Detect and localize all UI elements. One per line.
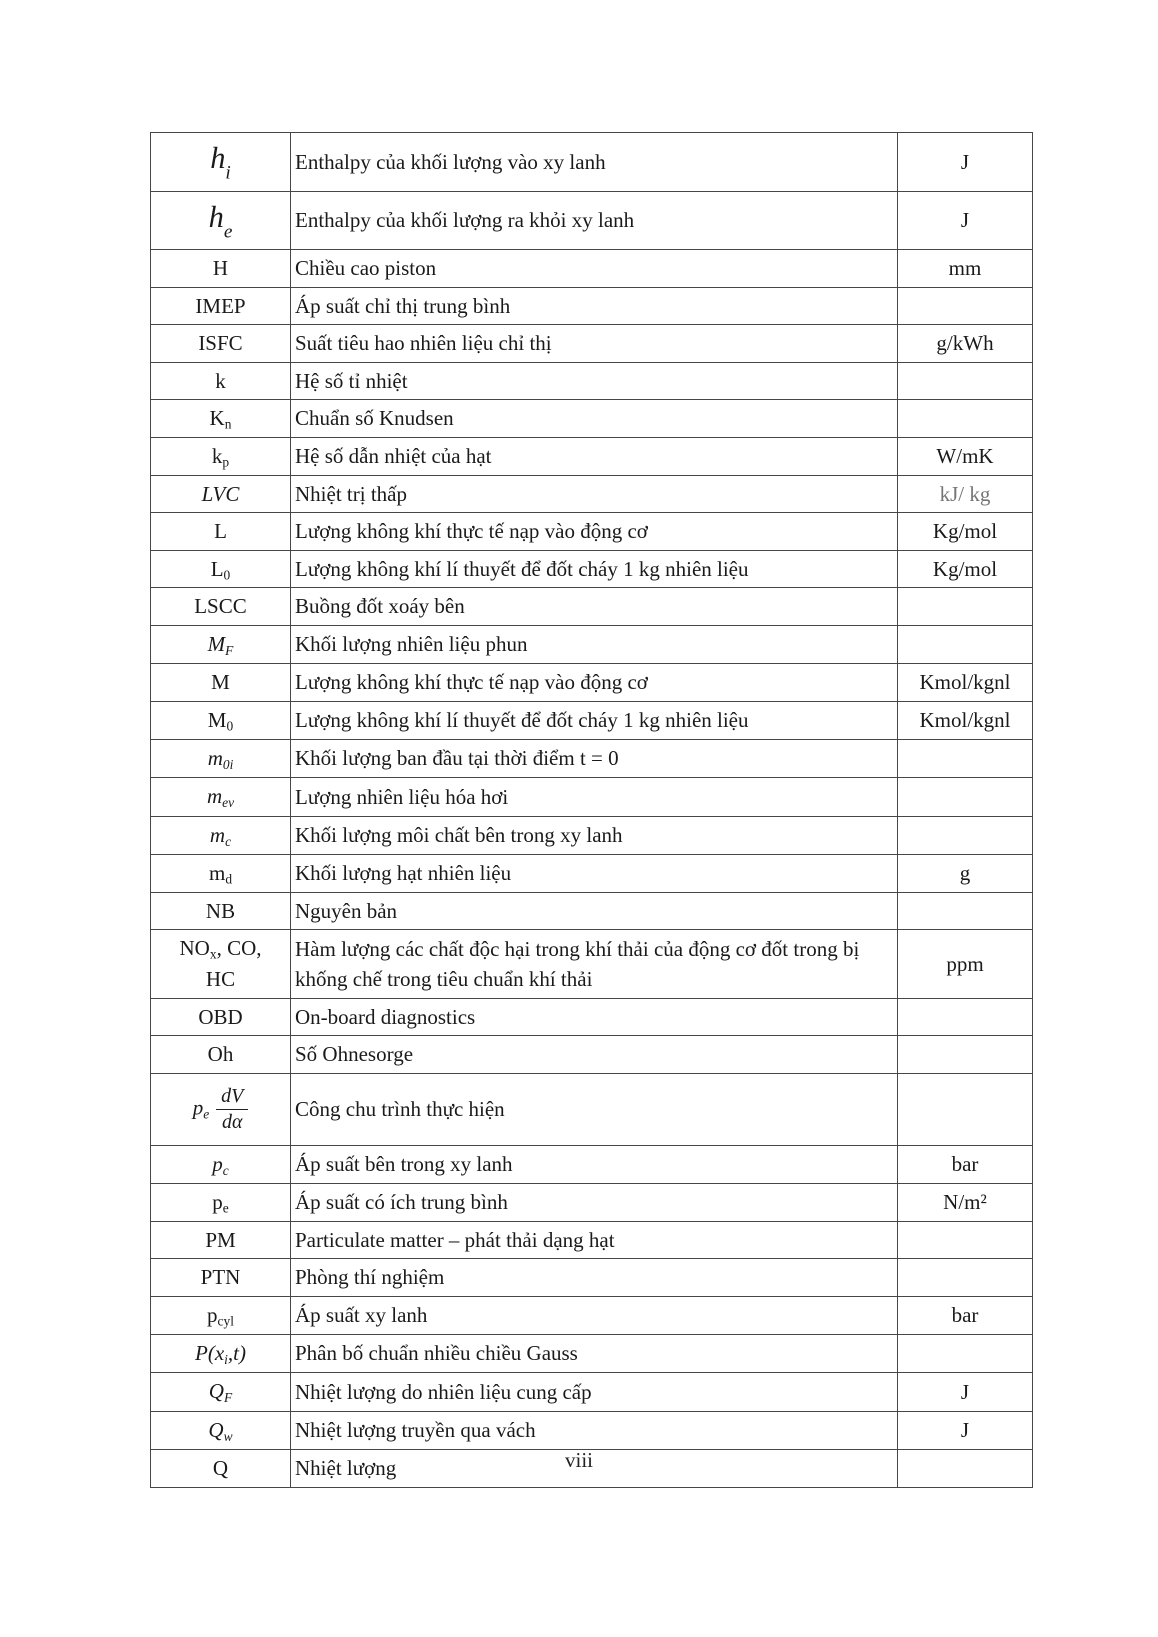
description-cell: Khối lượng ban đầu tại thời điểm t = 0 bbox=[291, 739, 898, 778]
unit-cell bbox=[898, 1036, 1033, 1073]
table-row bbox=[151, 1334, 1033, 1373]
symbol-cell bbox=[151, 133, 291, 192]
table-row bbox=[151, 287, 1033, 324]
description-cell: Phân bố chuẩn nhiều chiều Gauss bbox=[291, 1334, 898, 1373]
table-row bbox=[151, 930, 1033, 998]
table-row bbox=[151, 588, 1033, 625]
symbol-text: i bbox=[225, 162, 231, 184]
description-cell: Buồng đốt xoáy bên bbox=[291, 588, 898, 625]
symbol-cell bbox=[151, 325, 291, 362]
symbol-cell bbox=[151, 625, 291, 664]
symbol-text: F bbox=[225, 642, 234, 658]
table-row bbox=[151, 816, 1033, 855]
symbol-text: M bbox=[211, 670, 230, 695]
page-number: viii bbox=[564, 1448, 593, 1472]
description-cell: Nhiệt lượng bbox=[291, 1450, 898, 1487]
table-row bbox=[151, 893, 1033, 930]
symbol-cell bbox=[151, 778, 291, 817]
symbols-table bbox=[150, 132, 1033, 1488]
table-row bbox=[151, 325, 1033, 362]
symbol-text: x bbox=[209, 946, 217, 962]
description-cell: Nguyên bản bbox=[291, 893, 898, 930]
table-row bbox=[151, 362, 1033, 399]
symbol-cell bbox=[151, 250, 291, 287]
unit-cell bbox=[898, 1259, 1033, 1296]
table-row bbox=[151, 1073, 1033, 1145]
symbol-text: h bbox=[210, 141, 226, 175]
symbol-text: e bbox=[223, 221, 233, 243]
table-row bbox=[151, 1145, 1033, 1184]
symbol-text: p bbox=[192, 1094, 204, 1119]
symbol-text: IMEP bbox=[195, 293, 246, 318]
symbol-cell bbox=[151, 816, 291, 855]
fraction bbox=[216, 1085, 248, 1134]
symbol-text: F bbox=[223, 1390, 233, 1406]
symbol-text: 0 bbox=[226, 718, 234, 734]
symbol-text: p bbox=[212, 1151, 223, 1176]
description-cell: Lượng không khí thực tế nạp vào động cơ bbox=[291, 513, 898, 550]
unit-cell: Kg/mol bbox=[898, 550, 1033, 588]
symbol-text: k bbox=[215, 368, 226, 393]
symbol-text: h bbox=[208, 199, 224, 234]
unit-cell: J bbox=[898, 1411, 1033, 1450]
unit-cell bbox=[898, 1073, 1033, 1145]
unit-cell bbox=[898, 816, 1033, 855]
unit-cell: g/kWh bbox=[898, 325, 1033, 362]
unit-cell bbox=[898, 1334, 1033, 1373]
symbol-cell bbox=[151, 739, 291, 778]
unit-cell bbox=[898, 739, 1033, 778]
symbol-cell bbox=[151, 1036, 291, 1073]
table-row bbox=[151, 437, 1033, 475]
symbol-text: L bbox=[214, 519, 227, 544]
description-cell: Nhiệt lượng truyền qua vách bbox=[291, 1411, 898, 1450]
unit-cell: W/mK bbox=[898, 437, 1033, 475]
symbol-text: ISFC bbox=[198, 331, 243, 356]
symbol-cell bbox=[151, 893, 291, 930]
symbol-text: M bbox=[207, 631, 226, 656]
table-row bbox=[151, 664, 1033, 701]
symbol-text: Q bbox=[208, 1417, 224, 1442]
symbol-text: i bbox=[224, 1351, 228, 1367]
symbol-text: e bbox=[222, 1200, 229, 1216]
description-cell: Enthalpy của khối lượng ra khỏi xy lanh bbox=[291, 191, 898, 250]
symbol-text: NB bbox=[205, 899, 236, 924]
table-row bbox=[151, 1411, 1033, 1450]
description-cell: Phòng thí nghiệm bbox=[291, 1259, 898, 1296]
table-row bbox=[151, 855, 1033, 893]
symbol-text: PM bbox=[205, 1227, 236, 1252]
unit-cell bbox=[898, 588, 1033, 625]
description-cell: Khối lượng nhiên liệu phun bbox=[291, 625, 898, 664]
description-cell: Hàm lượng các chất độc hại trong khí thải của động cơ đốt trong bị khống chế trong tiêu chuẩn khí thải bbox=[291, 930, 898, 998]
table-row bbox=[151, 191, 1033, 250]
symbol-cell bbox=[151, 701, 291, 739]
symbol-text: LSCC bbox=[194, 594, 247, 619]
unit-cell: kJ/ kg bbox=[898, 475, 1033, 512]
symbol-text: p bbox=[212, 1190, 223, 1215]
unit-cell: J bbox=[898, 133, 1033, 192]
symbol-cell bbox=[151, 1221, 291, 1258]
symbol-cell bbox=[151, 475, 291, 512]
unit-cell bbox=[898, 1221, 1033, 1258]
description-cell: On-board diagnostics bbox=[291, 998, 898, 1035]
unit-cell bbox=[898, 625, 1033, 664]
description-cell: Số Ohnesorge bbox=[291, 1036, 898, 1073]
symbol-cell bbox=[151, 1145, 291, 1184]
symbol-text: 0 bbox=[223, 566, 231, 582]
symbol-text: d bbox=[225, 871, 233, 887]
symbols-table-body bbox=[151, 133, 1033, 1488]
table-row bbox=[151, 739, 1033, 778]
description-cell: Chiều cao piston bbox=[291, 250, 898, 287]
description-cell: Suất tiêu hao nhiên liệu chỉ thị bbox=[291, 325, 898, 362]
symbol-cell bbox=[151, 1373, 291, 1412]
description-cell: Enthalpy của khối lượng vào xy lanh bbox=[291, 133, 898, 192]
symbol-cell bbox=[151, 1073, 291, 1145]
description-cell: Particulate matter – phát thải dạng hạt bbox=[291, 1221, 898, 1258]
symbol-text: H bbox=[212, 256, 229, 281]
table-row bbox=[151, 550, 1033, 588]
unit-cell bbox=[898, 362, 1033, 399]
symbol-cell bbox=[151, 664, 291, 701]
symbol-text: c bbox=[222, 1162, 229, 1178]
unit-cell bbox=[898, 893, 1033, 930]
unit-cell: ppm bbox=[898, 930, 1033, 998]
unit-cell: N/m² bbox=[898, 1184, 1033, 1222]
unit-cell bbox=[898, 287, 1033, 324]
symbol-text: cyl bbox=[217, 1313, 234, 1329]
description-cell: Áp suất xy lanh bbox=[291, 1296, 898, 1334]
unit-cell bbox=[898, 778, 1033, 817]
unit-cell: Kmol/kgnl bbox=[898, 701, 1033, 739]
symbol-text: e bbox=[203, 1105, 210, 1121]
symbol-text: HC bbox=[205, 967, 236, 992]
unit-cell bbox=[898, 400, 1033, 438]
symbol-cell bbox=[151, 930, 291, 998]
symbol-text: m bbox=[206, 784, 223, 809]
symbol-cell bbox=[151, 1184, 291, 1222]
symbol-text: n bbox=[224, 416, 232, 432]
unit-cell: g bbox=[898, 855, 1033, 893]
symbol-text: w bbox=[223, 1428, 233, 1444]
symbol-cell bbox=[151, 191, 291, 250]
table-row bbox=[151, 1036, 1033, 1073]
symbol-cell bbox=[151, 437, 291, 475]
description-cell: Lượng không khí lí thuyết để đốt cháy 1 kg nhiên liệu bbox=[291, 550, 898, 588]
symbol-text: PTN bbox=[200, 1265, 241, 1290]
symbol-text: Q bbox=[212, 1456, 229, 1481]
symbol-text: p bbox=[222, 454, 230, 470]
symbol-text: c bbox=[225, 833, 232, 849]
unit-cell bbox=[898, 998, 1033, 1035]
symbol-text: p bbox=[207, 1302, 218, 1327]
symbol-text: , CO, bbox=[216, 936, 262, 961]
symbol-text: 0i bbox=[222, 756, 234, 772]
table-row bbox=[151, 1221, 1033, 1258]
symbol-text: LVC bbox=[201, 481, 240, 506]
unit-cell: J bbox=[898, 191, 1033, 250]
symbol-cell bbox=[151, 513, 291, 550]
symbol-text: P(x bbox=[195, 1340, 225, 1365]
table-row bbox=[151, 701, 1033, 739]
description-cell: Áp suất chỉ thị trung bình bbox=[291, 287, 898, 324]
table-row bbox=[151, 400, 1033, 438]
table-row bbox=[151, 513, 1033, 550]
description-cell: Lượng không khí lí thuyết để đốt cháy 1 kg nhiên liệu bbox=[291, 701, 898, 739]
unit-cell: J bbox=[898, 1373, 1033, 1412]
description-cell: Áp suất bên trong xy lanh bbox=[291, 1145, 898, 1184]
symbol-cell bbox=[151, 1259, 291, 1296]
symbol-text: K bbox=[209, 406, 225, 430]
symbol-cell bbox=[151, 287, 291, 324]
table-row bbox=[151, 1184, 1033, 1222]
description-cell: Nhiệt trị thấp bbox=[291, 475, 898, 512]
table-row bbox=[151, 778, 1033, 817]
symbol-text: m bbox=[207, 745, 223, 770]
unit-cell: bar bbox=[898, 1296, 1033, 1334]
table-row bbox=[151, 1259, 1033, 1296]
description-cell: Khối lượng hạt nhiên liệu bbox=[291, 855, 898, 893]
description-cell: Khối lượng môi chất bên trong xy lanh bbox=[291, 816, 898, 855]
unit-cell: Kg/mol bbox=[898, 513, 1033, 550]
description-cell: Chuẩn số Knudsen bbox=[291, 400, 898, 438]
description-cell: Lượng nhiên liệu hóa hơi bbox=[291, 778, 898, 817]
description-cell: Áp suất có ích trung bình bbox=[291, 1184, 898, 1222]
symbol-text: OBD bbox=[198, 1004, 243, 1029]
table-row bbox=[151, 1373, 1033, 1412]
symbol-cell bbox=[151, 998, 291, 1035]
table-row bbox=[151, 1296, 1033, 1334]
symbol-text: M bbox=[207, 707, 227, 732]
description-cell: Lượng không khí thực tế nạp vào động cơ bbox=[291, 664, 898, 701]
symbol-text: k bbox=[211, 443, 223, 468]
symbol-cell bbox=[151, 362, 291, 399]
symbol-cell bbox=[151, 550, 291, 588]
symbol-cell bbox=[151, 400, 291, 438]
symbol-text: NO bbox=[179, 936, 210, 961]
symbol-text: ,t) bbox=[227, 1340, 246, 1365]
table-row bbox=[151, 625, 1033, 664]
symbol-text: ev bbox=[222, 795, 235, 811]
symbol-text: m bbox=[208, 861, 226, 886]
symbol-text: L bbox=[210, 556, 224, 581]
description-cell: Công chu trình thực hiện bbox=[291, 1073, 898, 1145]
description-cell: Hệ số dẫn nhiệt của hạt bbox=[291, 437, 898, 475]
symbol-text: dα bbox=[222, 1110, 243, 1133]
symbol-text: m bbox=[209, 822, 226, 847]
unit-cell: bar bbox=[898, 1145, 1033, 1184]
table-row bbox=[151, 250, 1033, 287]
symbol-cell bbox=[151, 588, 291, 625]
symbol-text: Q bbox=[208, 1379, 224, 1404]
symbol-cell bbox=[151, 1411, 291, 1450]
unit-cell: Kmol/kgnl bbox=[898, 664, 1033, 701]
symbol-cell bbox=[151, 1334, 291, 1373]
symbol-text: Oh bbox=[207, 1042, 234, 1067]
table-row bbox=[151, 475, 1033, 512]
table-row bbox=[151, 133, 1033, 192]
symbol-text: dV bbox=[221, 1084, 244, 1107]
symbol-cell bbox=[151, 1296, 291, 1334]
description-cell: Nhiệt lượng do nhiên liệu cung cấp bbox=[291, 1373, 898, 1412]
symbol-cell bbox=[151, 855, 291, 893]
description-cell: Hệ số tỉ nhiệt bbox=[291, 362, 898, 399]
unit-cell: mm bbox=[898, 250, 1033, 287]
table-row bbox=[151, 998, 1033, 1035]
